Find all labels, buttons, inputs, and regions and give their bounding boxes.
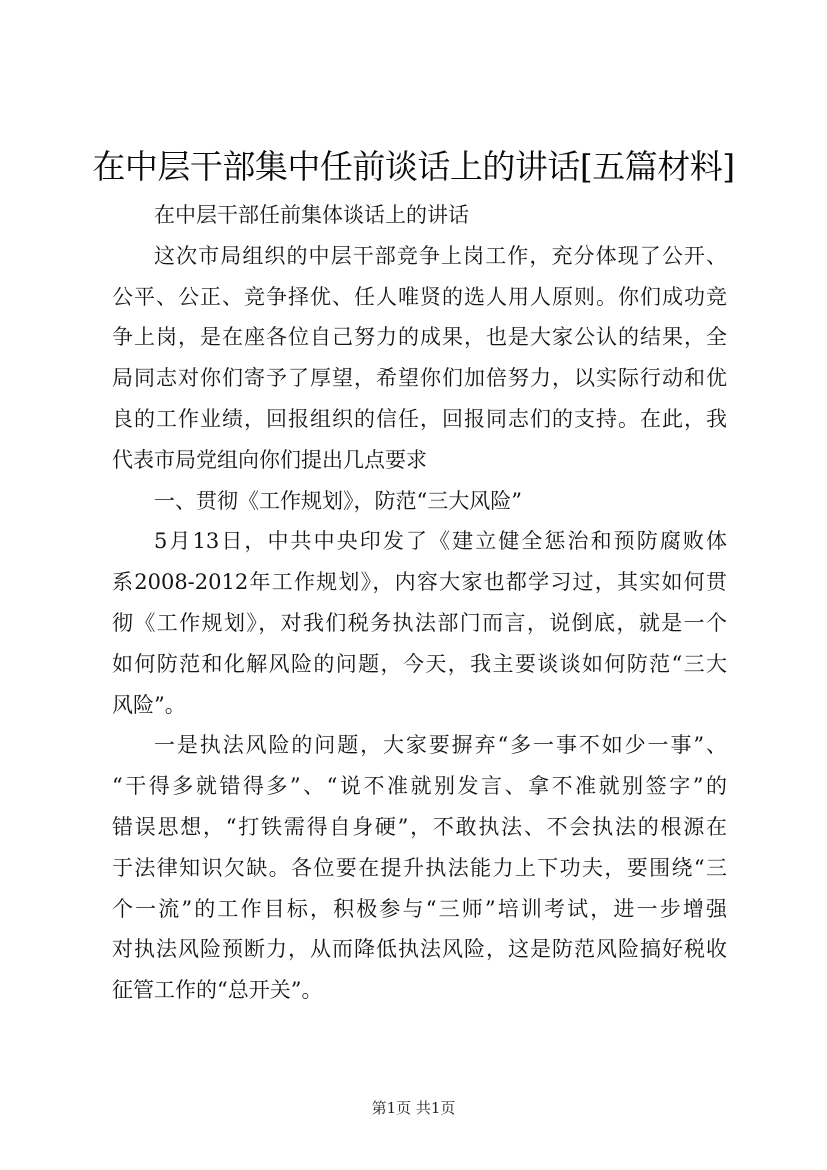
document-body <box>112 195 727 1011</box>
paragraph-line: 个一流”的工作目标，积极参与“三师”培训考试，进一步增强 <box>112 896 727 921</box>
paragraph-line: 代表市局党组向你们提出几点要求 <box>112 447 427 472</box>
paragraph-line: 争上岗，是在座各位自己努力的成果，也是大家公认的结果，全 <box>112 325 727 350</box>
paragraph-line: 系2008-2012年工作规划》，内容大家也都学习过，其实如何贯 <box>112 570 727 595</box>
paragraph-line: 彻《工作规划》，对我们税务执法部门而言，说倒底，就是一个 <box>112 610 727 635</box>
paragraph-line: 对执法风险预断力，从而降低执法风险，这是防范风险搞好税收 <box>112 937 727 962</box>
paragraph-line: 于法律知识欠缺。各位要在提升执法能力上下功夫，要围绕“三 <box>112 855 727 880</box>
section-heading: 一、贯彻《工作规划》，防范“三大风险” <box>154 488 522 513</box>
paragraph-line: 风险”。 <box>112 692 186 717</box>
paragraph-line: 错误思想，“打铁需得自身硬”，不敢执法、不会执法的根源在 <box>112 814 727 839</box>
paragraph-line: 5月13日，中共中央印发了《建立健全惩治和预防腐败体 <box>154 529 727 554</box>
paragraph-line: “干得多就错得多”、“说不准就别发言、拿不准就别签字”的 <box>112 774 727 799</box>
paragraph-line: 如何防范和化解风险的问题，今天，我主要谈谈如何防范“三大 <box>112 651 727 676</box>
paragraph-line: 一是执法风险的问题，大家要摒弃“多一事不如少一事”、 <box>154 733 727 758</box>
subtitle-line: 在中层干部任前集体谈话上的讲话 <box>154 203 469 227</box>
paragraph-line: 这次市局组织的中层干部竞争上岗工作，充分体现了公开、 <box>154 243 727 268</box>
page-number-footer: 第1页 共1页 <box>371 1099 456 1117</box>
paragraph-line: 局同志对你们寄予了厚望，希望你们加倍努力，以实际行动和优 <box>112 366 727 391</box>
paragraph-line: 公平、公正、竞争择优、任人唯贤的选人用人原则。你们成功竞 <box>112 284 727 309</box>
paragraph-line: 征管工作的“总开关”。 <box>112 978 323 1003</box>
paragraph-line: 良的工作业绩，回报组织的信任，回报同志们的支持。在此，我 <box>112 406 727 431</box>
document-title: 在中层干部集中任前谈话上的讲话[五篇材料] <box>92 147 735 186</box>
